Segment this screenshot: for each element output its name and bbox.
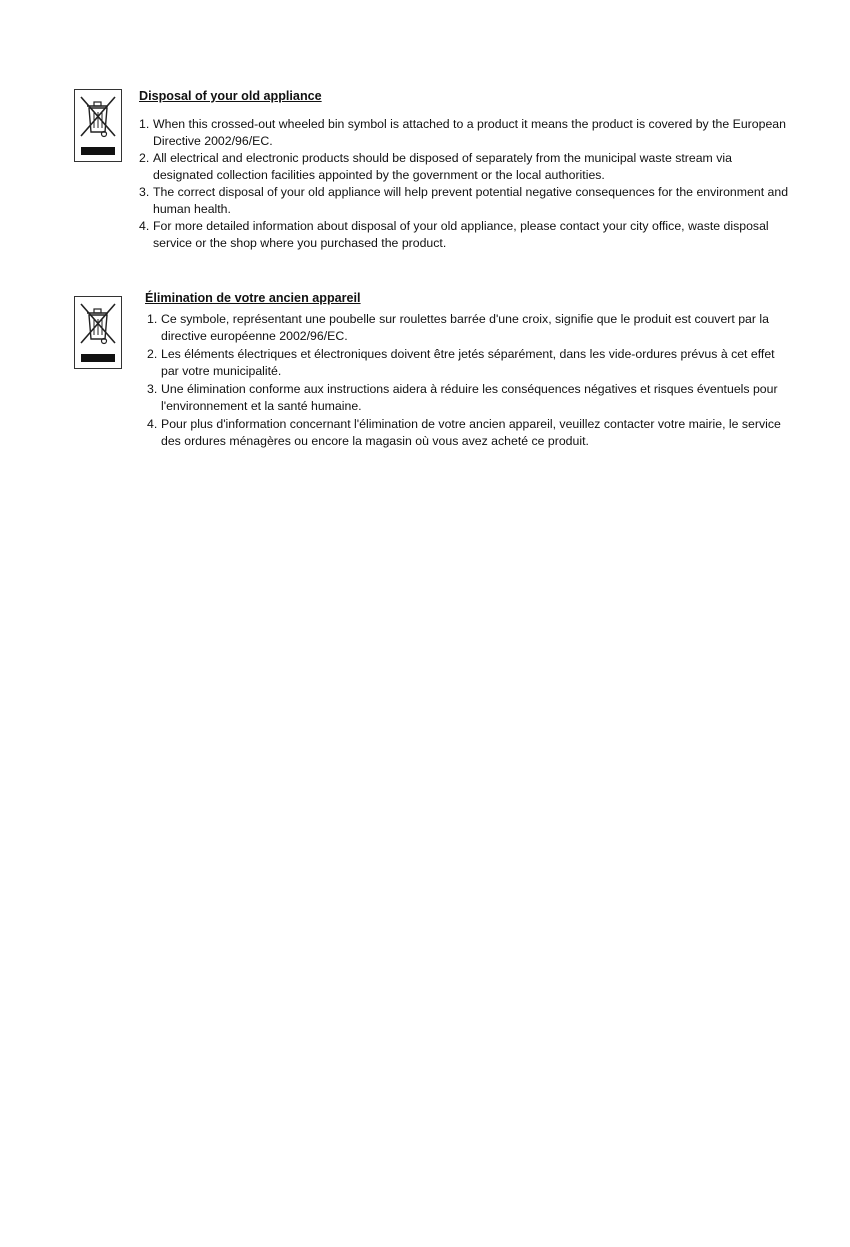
item-text: The correct disposal of your old appliance will help prevent potential negative consequences for the environment and human health. <box>153 185 789 216</box>
item-text: Les éléments électriques et électroniques doivent être jetés séparément, dans les vide-ordures prévus à cet effet par votre municipalité. <box>161 347 775 378</box>
section-title-english: Disposal of your old appliance <box>139 89 322 103</box>
list-item <box>147 311 787 345</box>
item-text: For more detailed information about disposal of your old appliance, please contact your city office, waste disposal service or the shop where you purchased the product. <box>153 219 769 250</box>
section-title-french: Élimination de votre ancien appareil <box>145 291 361 305</box>
item-text: All electrical and electronic products should be disposed of separately from the municipal waste stream via designated collection facilities appointed by the government or the local authorities. <box>153 151 732 182</box>
item-number: 2. <box>147 347 158 361</box>
item-text: Ce symbole, représentant une poubelle sur roulettes barrée d'une croix, signifie que le produit est couvert par la directive européenne 2002/96/EC. <box>161 312 769 343</box>
item-number: 4. <box>147 417 158 431</box>
item-number: 3. <box>147 382 158 396</box>
weee-bin-icon <box>74 296 122 369</box>
weee-bin-icon <box>74 89 122 162</box>
item-text: Une élimination conforme aux instructions aidera à réduire les conséquences négatives et risques éventuels pour l'environnement et la santé humaine. <box>161 382 778 413</box>
item-text: Pour plus d'information concernant l'élimination de votre ancien appareil, veuillez contacter votre mairie, le service des ordures ménagères ou encore la magasin où vous avez acheté ce produit. <box>161 417 781 448</box>
list-item <box>147 381 787 415</box>
item-number: 1. <box>139 117 150 131</box>
item-number: 1. <box>147 312 158 326</box>
list-item <box>147 416 787 450</box>
list-item <box>139 116 789 149</box>
list-item <box>139 150 789 183</box>
list-item <box>139 218 789 251</box>
item-text: When this crossed-out wheeled bin symbol is attached to a product it means the product is covered by the European Directive 2002/96/EC. <box>153 117 786 148</box>
list-item <box>147 346 787 380</box>
item-number: 2. <box>139 151 150 165</box>
list-item <box>139 184 789 217</box>
item-number: 4. <box>139 219 150 233</box>
french-list <box>147 311 787 451</box>
english-list <box>139 116 789 252</box>
item-number: 3. <box>139 185 150 199</box>
